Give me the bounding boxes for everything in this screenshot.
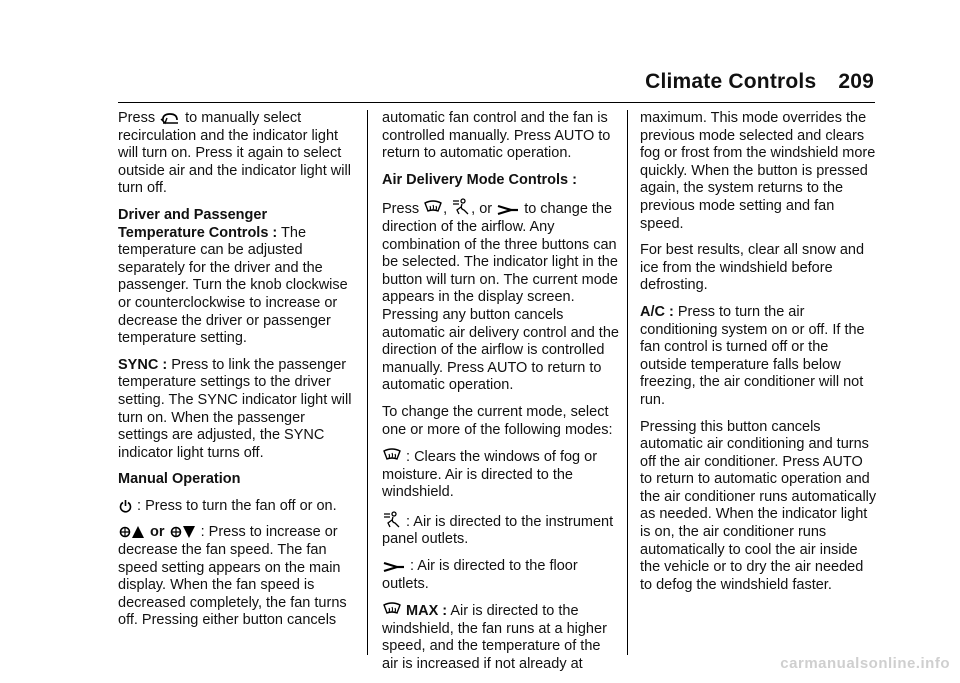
- floor-icon: [383, 561, 405, 573]
- vent-icon: [452, 198, 470, 216]
- column-2: [382, 110, 620, 683]
- column-divider-1: [367, 110, 368, 655]
- paragraph-ac-cancel: Pressing this button cancels automatic air conditioning and turns off the air conditioner. Press AUTO to return to automatic operation and the air conditioner runs automatically as needed. When the indicator light is on, the air conditioner runs automatically to cool the air inside the vehicle or to dry the air needed to defog the windshield faster.: [640, 418, 877, 593]
- column-1: [118, 110, 356, 639]
- column-divider-2: [627, 110, 628, 655]
- recirculation-icon: [160, 112, 180, 125]
- paragraph-defrost: : Clears the windows of fog or moisture. Air is directed to the windshield.: [382, 449, 598, 501]
- power-icon: [119, 499, 132, 513]
- manual-operation-heading: Manual Operation: [118, 471, 241, 488]
- vent-icon: [383, 511, 401, 529]
- defrost-icon: [383, 602, 401, 618]
- fan-up-icon: [119, 525, 145, 539]
- header-rule: [118, 102, 875, 103]
- air-delivery-heading: Air Delivery Mode Controls :: [382, 171, 577, 188]
- paragraph-fan-speed: or : Press to increase or decrease the fan speed. The fan speed setting appears on the main display. When the fan speed is decreased completely, the fan turns off. Pressing either button cancels: [118, 524, 347, 629]
- defrost-icon: [383, 448, 401, 464]
- paragraph-floor: : Air is directed to the floor outlets.: [382, 558, 578, 592]
- fan-down-icon: [170, 525, 196, 539]
- paragraph-ac: A/C : Press to turn the air conditioning system on or off. If the fan control is turned off or the outside temperature falls below freezing, the air conditioner will not run.: [640, 303, 865, 408]
- defrost-icon: [424, 200, 442, 216]
- page-title: Climate Controls: [645, 70, 817, 93]
- paragraph-max-cont: maximum. This mode overrides the previous mode selected and clears fog or frost from the windshield more quickly. When the button is pressed again, the system returns to the previous mode setting and fan speed.: [640, 110, 876, 232]
- paragraph-fan-cont: automatic fan control and the fan is controlled manually. Press AUTO to return to automatic operation.: [382, 110, 611, 162]
- paragraph-best-results: For best results, clear all snow and ice from the windshield before defrosting.: [640, 242, 865, 294]
- floor-icon: [497, 204, 519, 216]
- paragraph-recirculation: Press to manually select recirculation and the indicator light will turn on. Press it again to select outside air and the indicator light will turn off.: [118, 110, 351, 197]
- paragraph-max: MAX : Air is directed to the windshield, the fan runs at a higher speed, and the temperature of the air is increased if not already at: [382, 603, 607, 673]
- paragraph-temperature: Driver and Passenger Temperature Controls : The temperature can be adjusted separately for the driver and the passenger. Turn the knob clockwise or counterclockwise to increase or decrease the driver or passenger temperature setting.: [118, 206, 348, 347]
- paragraph-vent: : Air is directed to the instrument panel outlets.: [382, 511, 620, 549]
- page-number: 209: [838, 70, 874, 93]
- page-header: [645, 70, 874, 94]
- paragraph-modes-intro: To change the current mode, select one or more of the following modes:: [382, 403, 613, 438]
- paragraph-air-delivery: Press , , or to change the direction of the airflow. Any combination of the three buttons can be selected. The indicator light in the button will turn on. The current mode appears in the display screen. Pressing any button cancels automatic air delivery control and the direction of the airflow is controlled manually. Press AUTO to return to automatic operation.: [382, 198, 620, 395]
- paragraph-power: : Press to turn the fan off or on.: [118, 498, 356, 516]
- column-3: [640, 110, 878, 603]
- paragraph-sync: SYNC : Press to link the passenger temperature settings to the driver setting. The SYNC indicator light will turn on. When the passenger settings are adjusted, the SYNC indicator light turns off.: [118, 356, 352, 461]
- watermark: carmanualsonline.info: [780, 655, 950, 672]
